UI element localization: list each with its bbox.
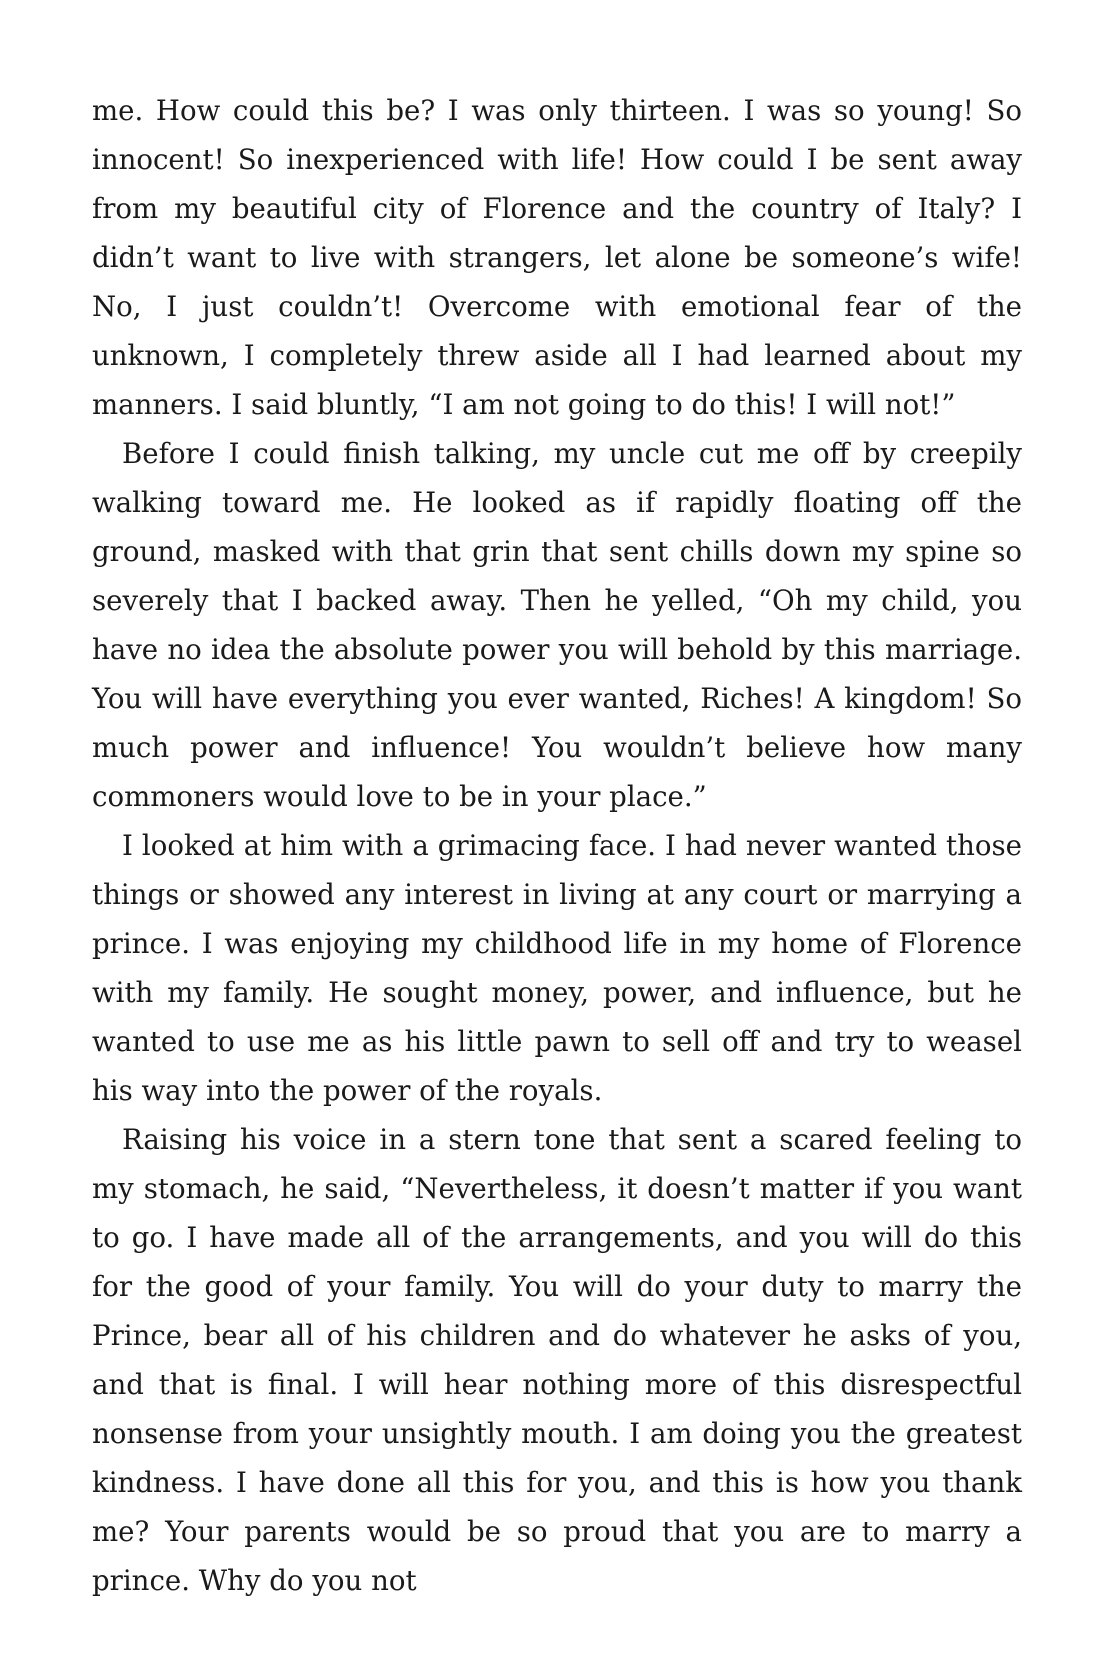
paragraph-continued: me. How could this be? I was only thirteen. I was so young! So innocent! So inexperienced with life! How could I be sent away from my beautiful city of Florence and the country of Italy? I didn’t want to live with strangers, let alone be someone’s wife! No, I just couldn’t! Overcome with emotional fear of the unknown, I completely threw aside all I had learned about my manners. I said bluntly, “I am not going to do this! I will not!” — [92, 94, 1022, 421]
paragraph-uncle-interrupts: Before I could finish talking, my uncle cut me off by creepily walking toward me. He looked as if rapidly floating off the ground, masked with that grin that sent chills down my spine so severely that I backed away. Then he yelled, “Oh my child, you have no idea the absolute power you will behold by this marriage. You will have everything you ever wanted, Riches! A kingdom! So much power and influence! You wouldn’t believe how many commoners would love to be in your place.” — [92, 437, 1022, 813]
book-page — [92, 86, 1022, 1605]
paragraph-grimacing-face: I looked at him with a grimacing face. I had never wanted those things or showed any interest in living at any court or marrying a prince. I was enjoying my childhood life in my home of Florence with my family. He sought money, power, and influence, but he wanted to use me as his little pawn to sell off and try to weasel his way into the power of the royals. — [92, 829, 1022, 1107]
paragraph-stern-tone: Raising his voice in a stern tone that sent a scared feeling to my stomach, he said, “Nevertheless, it doesn’t matter if you want to go. I have made all of the arrangements, and you will do this for the good of your family. You will do your duty to marry the Prince, bear all of his children and do whatever he asks of you, and that is final. I will hear nothing more of this disrespectful nonsense from your unsightly mouth. I am doing you the greatest kindness. I have done all this for you, and this is how you thank me? Your parents would be so proud that you are to marry a prince. Why do you not — [92, 1123, 1022, 1597]
